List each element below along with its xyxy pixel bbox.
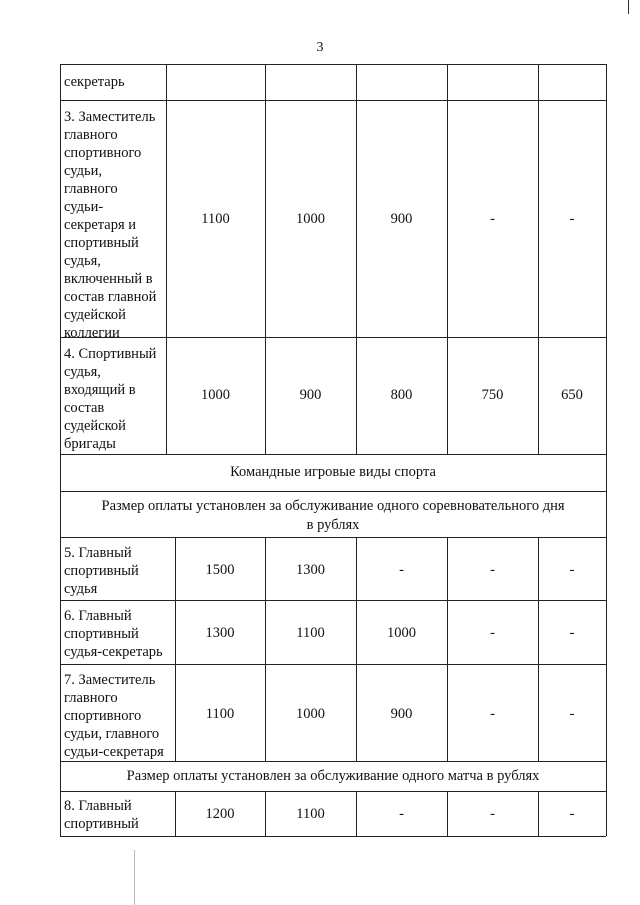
row-label-6: 6. Главный спортивный судья-секретарь xyxy=(64,608,163,660)
row-label-8: 8. Главный спортивный xyxy=(64,798,139,832)
row4-value-4: 750 xyxy=(481,387,504,403)
section-per-match: Размер оплаты установлен за обслуживание одного матча в рублях xyxy=(126,768,540,784)
row-divider xyxy=(60,537,606,538)
row8-value-5: - xyxy=(569,806,575,822)
row-label-7: 7. Заместитель главного спортивного судьи, главного судьи-секретаря xyxy=(64,672,164,760)
row7-value-1: 1100 xyxy=(205,706,235,722)
row-label-4: 4. Спортивный судья, входящий в состав судейской бригады xyxy=(64,346,157,452)
table-border-top xyxy=(60,64,606,65)
row7-value-3: 900 xyxy=(390,706,413,722)
row5-value-1: 1500 xyxy=(205,562,235,578)
row-divider xyxy=(60,491,606,492)
row8-value-3: - xyxy=(399,806,404,822)
section-team-sports: Командные игровые виды спорта xyxy=(230,464,436,480)
row4-value-1: 1000 xyxy=(201,387,230,403)
row7-value-2: 1000 xyxy=(296,706,325,722)
row6-value-3: 1000 xyxy=(387,625,416,641)
row8-value-1: 1200 xyxy=(205,806,235,822)
row3-value-2: 1000 xyxy=(296,211,325,227)
row5-value-5: - xyxy=(569,562,575,578)
row-divider xyxy=(60,791,606,792)
row3-value-1: 1100 xyxy=(201,211,230,227)
row-divider xyxy=(60,761,606,762)
row-divider xyxy=(60,100,606,101)
row3-value-3: 900 xyxy=(390,211,413,227)
row-divider xyxy=(60,664,606,665)
row5-value-2: 1300 xyxy=(296,562,325,578)
row3-value-4: - xyxy=(490,211,495,227)
section-per-day: Размер оплаты установлен за обслуживание одного соревновательного дня в рублях xyxy=(101,498,565,533)
row5-value-3: - xyxy=(399,562,404,578)
row3-value-5: - xyxy=(569,211,575,227)
row6-value-1: 1300 xyxy=(205,625,235,641)
row8-value-2: 1100 xyxy=(296,806,325,822)
row4-value-5: 650 xyxy=(561,387,583,403)
row7-value-5: - xyxy=(569,706,575,722)
row6-value-4: - xyxy=(490,625,495,641)
row-label-3: 3. Заместитель главного спортивного судьи, главного судьи- секретаря и спортивный судья, включенный в состав главной судейской коллегии xyxy=(64,109,157,341)
page-number: 3 xyxy=(316,40,324,55)
scan-artifact xyxy=(134,850,135,905)
table-border-right xyxy=(606,64,607,836)
row7-value-4: - xyxy=(490,706,495,722)
row8-value-4: - xyxy=(490,806,495,822)
table-border-bottom xyxy=(60,836,606,837)
row6-value-2: 1100 xyxy=(296,625,325,641)
row-divider xyxy=(60,600,606,601)
row-label-5: 5. Главный спортивный судья xyxy=(64,545,139,597)
row5-value-4: - xyxy=(490,562,495,578)
table-border-left xyxy=(60,64,61,836)
row4-value-3: 800 xyxy=(390,387,413,403)
row4-value-2: 900 xyxy=(299,387,322,403)
scan-artifact xyxy=(628,0,629,14)
row6-value-5: - xyxy=(569,625,575,641)
row-divider xyxy=(60,454,606,455)
row-label-secretary: секретарь xyxy=(64,74,125,90)
